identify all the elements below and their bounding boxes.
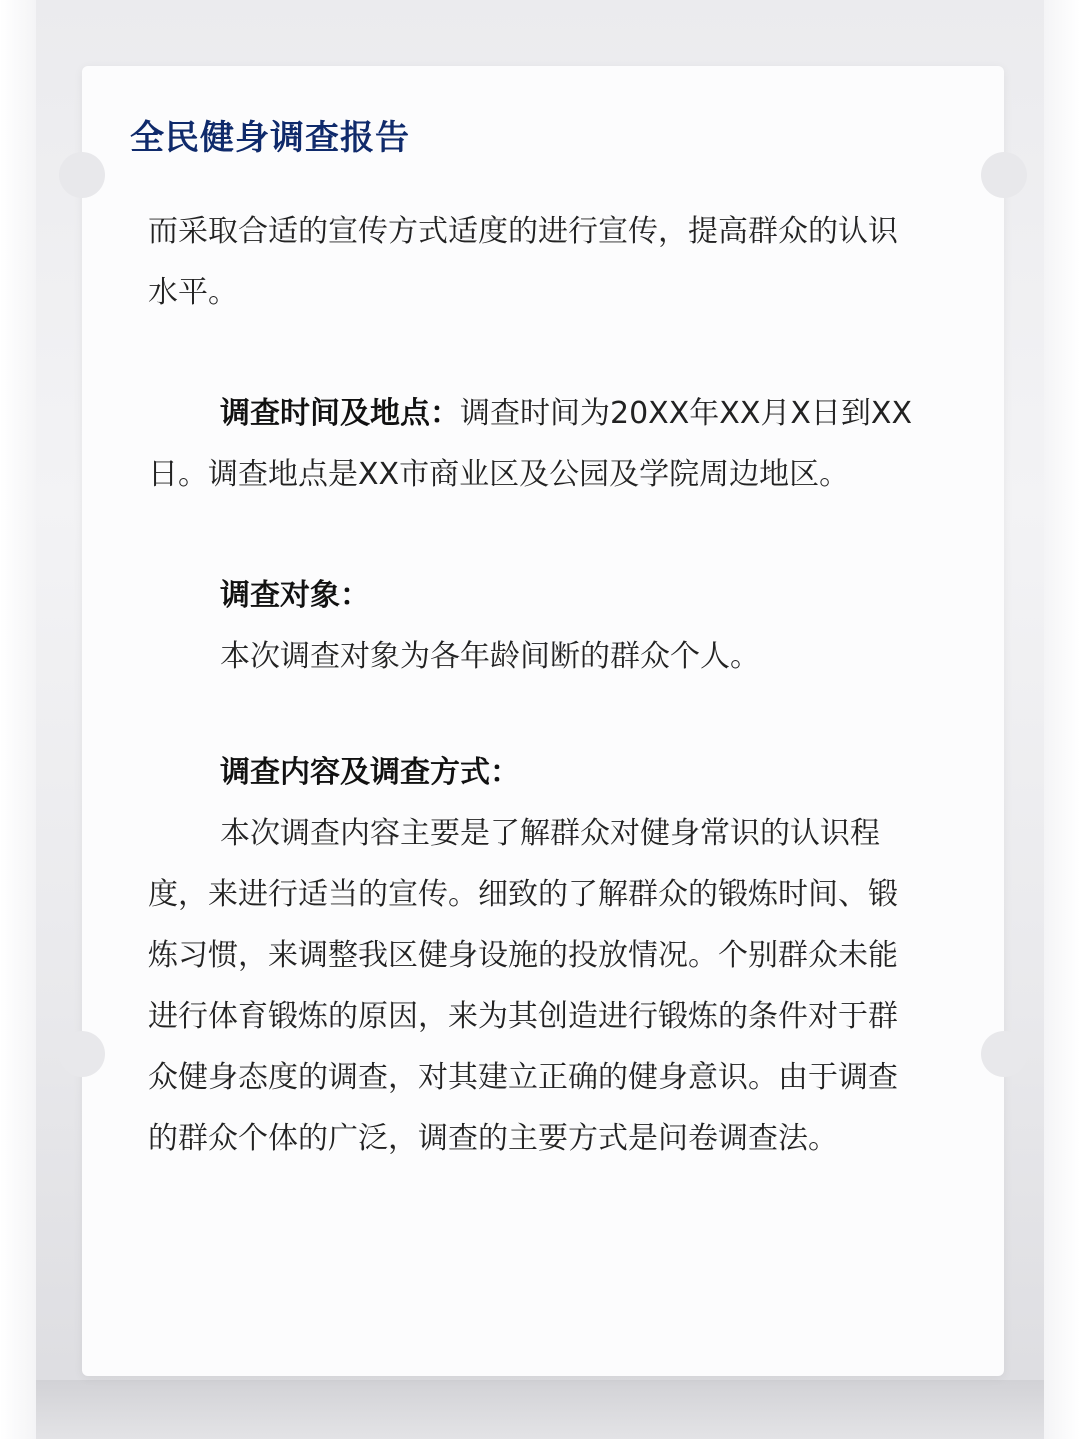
card-notch xyxy=(981,152,1027,198)
section-heading: 调查对象： xyxy=(220,578,370,613)
intro-paragraph: 而采取合适的宣传方式适度的进行宣传，提高群众的认识水平。 xyxy=(148,214,898,310)
section-time-place xyxy=(148,383,918,505)
section-text: 本次调查对象为各年龄间断的群众个人。 xyxy=(220,639,760,674)
background-shadow xyxy=(36,1380,1044,1439)
section-heading: 调查内容及调查方式： xyxy=(220,755,520,790)
section-text: 调查时间为20XX年XX月X日到XX日。调查地点是XX市商业区及公园及学院周边地区。 xyxy=(148,396,913,492)
background-left-edge xyxy=(0,0,36,1439)
section-text: 本次调查内容主要是了解群众对健身常识的认识程度，来进行适当的宣传。细致的了解群众的锻炼时间、锻炼习惯，来调整我区健身设施的投放情况。个别群众未能进行体育锻炼的原因，来为其创造进行锻炼的条件对于群众健身态度的调查，对其建立正确的健身意识。由于调查的群众个体的广泛，调查的主要方式是问卷调查法。 xyxy=(148,816,898,1156)
report-body xyxy=(148,201,918,1169)
section-heading: 调查时间及地点： xyxy=(220,396,460,431)
card-notch xyxy=(981,1031,1027,1077)
page-title: 全民健身调查报告 xyxy=(130,118,410,158)
card-notch xyxy=(59,1031,105,1077)
report-card xyxy=(82,66,1004,1376)
background-right-edge xyxy=(1044,0,1080,1439)
card-notch xyxy=(59,152,105,198)
